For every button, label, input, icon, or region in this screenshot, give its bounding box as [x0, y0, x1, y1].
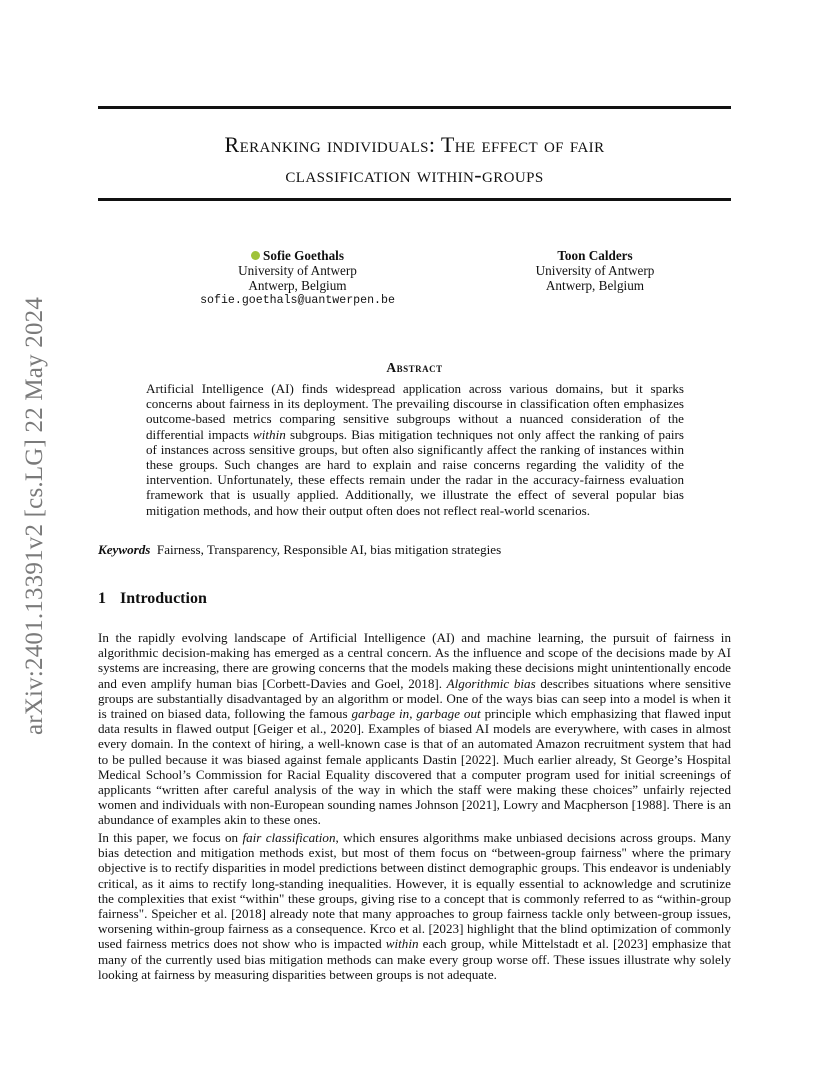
keywords-label: Keywords	[98, 542, 151, 557]
arxiv-sidebar	[22, 274, 48, 758]
section-number: 1	[98, 590, 106, 607]
title-line-2: classification within-groups	[285, 162, 544, 187]
author-location: Antwerp, Belgium	[545, 278, 645, 293]
title-rule-bottom	[98, 198, 731, 201]
section-heading	[98, 590, 207, 608]
author-email[interactable]: sofie.goethals@uantwerpen.be	[200, 294, 395, 307]
title-line-1: Reranking individuals: The effect of fair	[224, 132, 605, 157]
author-block-2	[480, 248, 710, 293]
keywords	[98, 542, 731, 558]
author-name: Sofie Goethals	[263, 248, 344, 263]
abstract-heading: Abstract	[386, 360, 443, 375]
section-title: Introduction	[120, 590, 207, 607]
keywords-text: Fairness, Transparency, Responsible AI, bias mitigation strategies	[156, 542, 502, 557]
title-rule-top	[98, 106, 731, 109]
intro-paragraph-2: In this paper, we focus on fair classification, which ensures algorithms make unbiased decisions across groups. Many bias detection and mitigation methods exist, but most of them focus on “between-group fairness" where the primary objective is to rectify disparities in model predictions between distinct demographic groups. This endeavor is undeniably critical, as it aims to rectify long-standing inequalities. However, it is equally essential to acknowledge and scrutinize the complexities that exist “within" these groups, giving rise to a concept that is commonly referred to as “within-group fairness". Speicher et al. [2018] already note that many approaches to group fairness tackle only between-group issues, worsening within-group fairness as a consequence. Krco et al. [2023] highlight that the blind optimization of commonly used fairness metrics does not show who is impacted within each group, while Mittelstadt et al. [2023] emphasize that many of the currently used bias mitigation methods can make every group worse off. These issues illustrate why solely looking at fairness by measuring disparities between groups is not adequate.	[98, 830, 731, 982]
author-name: Toon Calders	[557, 248, 633, 263]
author-affiliation: University of Antwerp	[238, 263, 357, 278]
abstract-text: Artificial Intelligence (AI) finds widespread application across various domains, but it sparks concerns about fairness in its deployment. The prevailing discourse in classification often emphasizes outcome-based metrics comparing sensitive subgroups without a nuanced consideration of the differential impacts within subgroups. Bias mitigation techniques not only affect the ranking of pairs of instances across sensitive groups, but often also significantly affect the ranking of instances within these groups. Such changes are hard to explain and raise concerns regarding the validity of the intervention. Unfortunately, these effects remain under the radar in the accuracy-fairness evaluation framework that is usually applied. Additionally, we illustrate the effect of several popular bias mitigation methods, and how their output often does not reflect real-world scenarios.	[146, 381, 684, 518]
orcid-icon[interactable]	[251, 251, 260, 260]
author-block-1	[190, 248, 405, 308]
author-location: Antwerp, Belgium	[248, 278, 347, 293]
arxiv-id: arXiv:2401.13391v2 [cs.LG] 22 May 2024	[21, 296, 48, 736]
author-affiliation: University of Antwerp	[535, 263, 655, 278]
intro-paragraph-1: In the rapidly evolving landscape of Artificial Intelligence (AI) and machine learning, the pursuit of fairness in algorithmic decision-making has emerged as a central concern. As the influence and scope of the decisions made by AI systems are increasing, there are growing concerns that the models making these decisions might unintentionally encode and even amplify human bias [Corbett-Davies and Goel, 2018]. Algorithmic bias describes situations where sensitive groups are substantially disadvantaged by an algorithm or model. One of the ways bias can seep into a model is when it is trained on biased data, following the famous garbage in, garbage out principle which emphasizing that flawed input data results in flawed output [Geiger et al., 2020]. Examples of biased AI models are everywhere, with cases in almost every domain. In the context of hiring, a well-known case is that of an automated Amazon recruitment system that had to be pulled because it was biased against female applicants Dastin [2022]. Much earlier already, St George’s Hospital Medical School’s Commission for Racial Equality discovered that a computer program used for initial screenings of applicants “written after careful analysis of the way in which the staff were making these choices” unfairly rejected women and individuals with non-European sounding names Johnson [2021], Lowry and Macpherson [1988]. There is an abundance of examples akin to these ones.	[98, 630, 732, 828]
paper-title	[98, 130, 731, 190]
